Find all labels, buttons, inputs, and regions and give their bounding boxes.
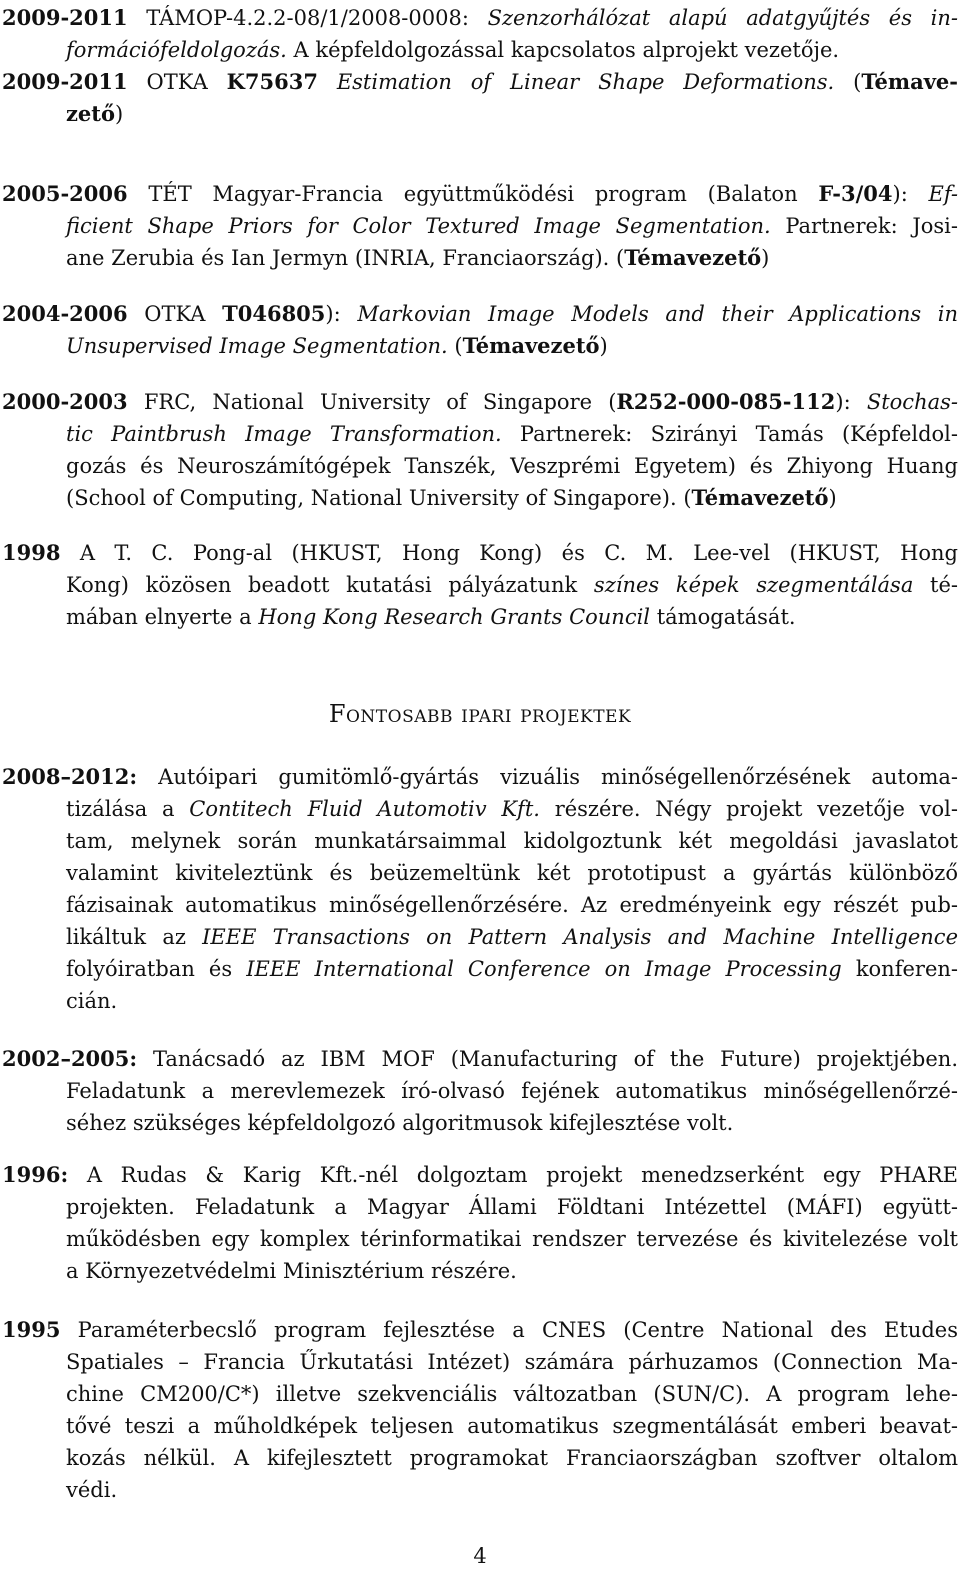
italic-text: Szenzorhálózat alapú adatgyűjtés és in-	[487, 6, 958, 30]
text-run: kozás nélkül. A kifejlesztett programokat Franciaországban szoftver oltalom	[66, 1446, 958, 1470]
bold-text: 2008–2012:	[2, 764, 138, 789]
text-run: projekten. Feladatunk a Magyar Állami Földtani Intézettel (MÁFI) együtt-	[66, 1195, 958, 1219]
text-line	[2, 921, 958, 953]
text-run: konferen-	[841, 957, 958, 981]
text-run: Spatiales – Francia Űrkutatási Intézet) számára párhuzamos (Connection Ma-	[66, 1350, 958, 1374]
section-heading-industrial-projects: Fontosabb ipari projektek	[328, 700, 632, 728]
text-line	[2, 1159, 958, 1191]
bold-text: 1998	[2, 540, 61, 565]
text-line	[2, 1107, 958, 1139]
bold-text: Témavezető	[691, 485, 829, 510]
bold-text: Témavezető	[462, 333, 600, 358]
text-line	[2, 1410, 958, 1442]
italic-text: Stochas-	[866, 390, 958, 414]
industrial-project-entry	[2, 1314, 958, 1506]
text-line	[2, 242, 958, 274]
bold-text: Témavezető	[624, 245, 762, 270]
text-run: (School of Computing, National University of Singapore). (	[66, 486, 692, 510]
text-line	[2, 889, 958, 921]
italic-text: Ef-	[928, 182, 958, 206]
text-line	[2, 1191, 958, 1223]
document-page	[2, 0, 958, 1570]
italic-text: tic Paintbrush Image Transformation.	[66, 422, 502, 446]
text-run: A T. C. Pong-al (HKUST, Hong Kong) és C. M. Lee-vel (HKUST, Hong	[60, 541, 958, 565]
text-run: tővé teszi a műholdképek teljesen automatikus szegmentálását emberi beavat-	[66, 1414, 958, 1438]
text-line	[2, 569, 958, 601]
text-line	[2, 825, 958, 857]
text-line	[2, 953, 958, 985]
text-run: OTKA	[127, 302, 223, 326]
text-line	[2, 66, 958, 98]
bold-text: zető	[66, 101, 115, 126]
text-run: valamint kiviteleztünk és beüzemeltünk két prototipust a gyártás különböző	[66, 861, 958, 885]
text-run: védi.	[66, 1478, 118, 1502]
text-line	[2, 330, 958, 362]
text-run: Tanácsadó az IBM MOF (Manufacturing of the Future) projektjében.	[137, 1047, 958, 1071]
research-project-entry	[2, 178, 958, 274]
text-run: séhez szükséges képfeldolgozó algoritmusok kifejlesztése volt.	[66, 1111, 734, 1135]
bold-text: K75637	[226, 69, 318, 94]
text-line	[2, 857, 958, 889]
italic-text: formációfeldolgozás.	[66, 38, 287, 62]
text-run	[318, 70, 337, 94]
text-run: chine CM200/C*) illetve szekvenciális változatban (SUN/C). A program lehe-	[66, 1382, 958, 1406]
research-project-entry	[2, 66, 958, 130]
text-run: cián.	[66, 989, 118, 1013]
text-run: Partnerek: Josi-	[770, 214, 958, 238]
text-line	[2, 537, 958, 569]
text-run: OTKA	[127, 70, 227, 94]
industrial-project-entry	[2, 761, 958, 1017]
text-run: a Környezetvédelmi Minisztérium részére.	[66, 1259, 517, 1283]
industrial-project-entry	[2, 1159, 958, 1287]
text-run: )	[115, 102, 124, 126]
text-line	[2, 985, 958, 1017]
text-line	[2, 298, 958, 330]
italic-text: IEEE International Conference on Image Processing	[246, 957, 842, 981]
italic-text: színes képek szegmentálása	[593, 573, 914, 597]
text-line	[2, 1043, 958, 1075]
text-line	[2, 1223, 958, 1255]
text-run: likáltuk az	[66, 925, 203, 949]
text-line	[2, 1442, 958, 1474]
bold-text: 2004-2006	[2, 301, 128, 326]
bold-text: 2009-2011	[2, 5, 128, 30]
text-run: Autóipari gumitömlő-gyártás vizuális minőségellenőrzésének automa-	[137, 765, 958, 789]
text-run: ):	[892, 182, 929, 206]
text-run: tam, melynek során munkatársaimmal kidolgoztunk két megoldási javaslatot	[66, 829, 958, 853]
research-project-entry	[2, 386, 958, 514]
text-line	[2, 178, 958, 210]
text-run: folyóiratban és	[66, 957, 247, 981]
italic-text: Unsupervised Image Segmentation.	[66, 334, 448, 358]
text-run: működésben egy komplex térinformatikai rendszer tervezése és kivitelezése volt	[66, 1227, 958, 1251]
text-line	[2, 1255, 958, 1287]
text-line	[2, 1474, 958, 1506]
text-run: A képfeldolgozással kapcsolatos alprojekt vezetője.	[286, 38, 840, 62]
text-run: Paraméterbecslő program fejlesztése a CNES (Centre National des Etudes	[60, 1318, 958, 1342]
text-run: TÁMOP-4.2.2-08/1/2008-0008:	[127, 6, 488, 30]
text-line	[2, 1075, 958, 1107]
industrial-project-entry	[2, 1043, 958, 1139]
bold-text: 2002–2005:	[2, 1046, 138, 1071]
text-line	[2, 1314, 958, 1346]
text-line	[2, 2, 958, 34]
page-number: 4	[473, 1544, 487, 1568]
text-run: részére. Négy projekt vezetője vol-	[539, 797, 958, 821]
bold-text: 2005-2006	[2, 181, 128, 206]
text-run: támogatását.	[650, 605, 796, 629]
text-line	[2, 450, 958, 482]
text-line	[2, 482, 958, 514]
research-project-entry	[2, 2, 958, 66]
text-line	[2, 601, 958, 633]
text-run: A Rudas & Karig Kft.-nél dolgoztam projekt menedzserként egy PHARE	[68, 1163, 958, 1187]
italic-text: Estimation of Linear Shape Deformations.	[336, 70, 835, 94]
research-project-entry	[2, 537, 958, 633]
text-run: )	[828, 486, 837, 510]
text-line	[2, 386, 958, 418]
text-run: ):	[325, 302, 358, 326]
text-run: ):	[835, 390, 867, 414]
italic-text: Markovian Image Models and their Applications in	[357, 302, 958, 326]
bold-text: 1995	[2, 1317, 61, 1342]
bold-text: R252-000-085-112	[616, 389, 836, 414]
text-run: TÉT Magyar-Francia együttműködési program (Balaton	[127, 182, 819, 206]
text-run: )	[599, 334, 608, 358]
text-line	[2, 418, 958, 450]
text-line	[2, 98, 958, 130]
text-run: FRC, National University of Singapore (	[127, 390, 617, 414]
text-line	[2, 793, 958, 825]
text-run: fázisainak automatikus minőségellenőrzésére. Az eredményeink egy részét pub-	[66, 893, 958, 917]
italic-text: ficient Shape Priors for Color Textured Image Segmentation.	[66, 214, 771, 238]
bold-text: F-3/04	[818, 181, 893, 206]
bold-text: Témave-	[861, 69, 958, 94]
text-run: ane Zerubia és Ian Jermyn (INRIA, Franciaország). (	[66, 246, 625, 270]
text-run: Kong) közösen beadott kutatási pályázatunk	[66, 573, 594, 597]
text-run: té-	[913, 573, 958, 597]
bold-text: 2000-2003	[2, 389, 128, 414]
text-run: (	[834, 70, 862, 94]
text-line	[2, 761, 958, 793]
text-run: )	[761, 246, 770, 270]
text-run: Feladatunk a merevlemezek író-olvasó fejének automatikus minőségellenőrzé-	[66, 1079, 958, 1103]
text-run: gozás és Neuroszámítógépek Tanszék, Veszprémi Egyetem) és Zhiyong Huang	[66, 454, 958, 478]
bold-text: 2009-2011	[2, 69, 128, 94]
bold-text: 1996:	[2, 1162, 69, 1187]
text-run: mában elnyerte a	[66, 605, 259, 629]
italic-text: Hong Kong Research Grants Council	[258, 605, 651, 629]
text-line	[2, 210, 958, 242]
research-project-entry	[2, 298, 958, 362]
bold-text: T046805	[222, 301, 326, 326]
text-line	[2, 1378, 958, 1410]
text-run: (	[447, 334, 463, 358]
text-line	[2, 1346, 958, 1378]
italic-text: IEEE Transactions on Pattern Analysis and Machine Intelligence	[202, 925, 958, 949]
italic-text: Contitech Fluid Automotiv Kft.	[189, 797, 540, 821]
text-run: Partnerek: Szirányi Tamás (Képfeldol-	[501, 422, 958, 446]
text-run: tizálása a	[66, 797, 190, 821]
text-line	[2, 34, 958, 66]
